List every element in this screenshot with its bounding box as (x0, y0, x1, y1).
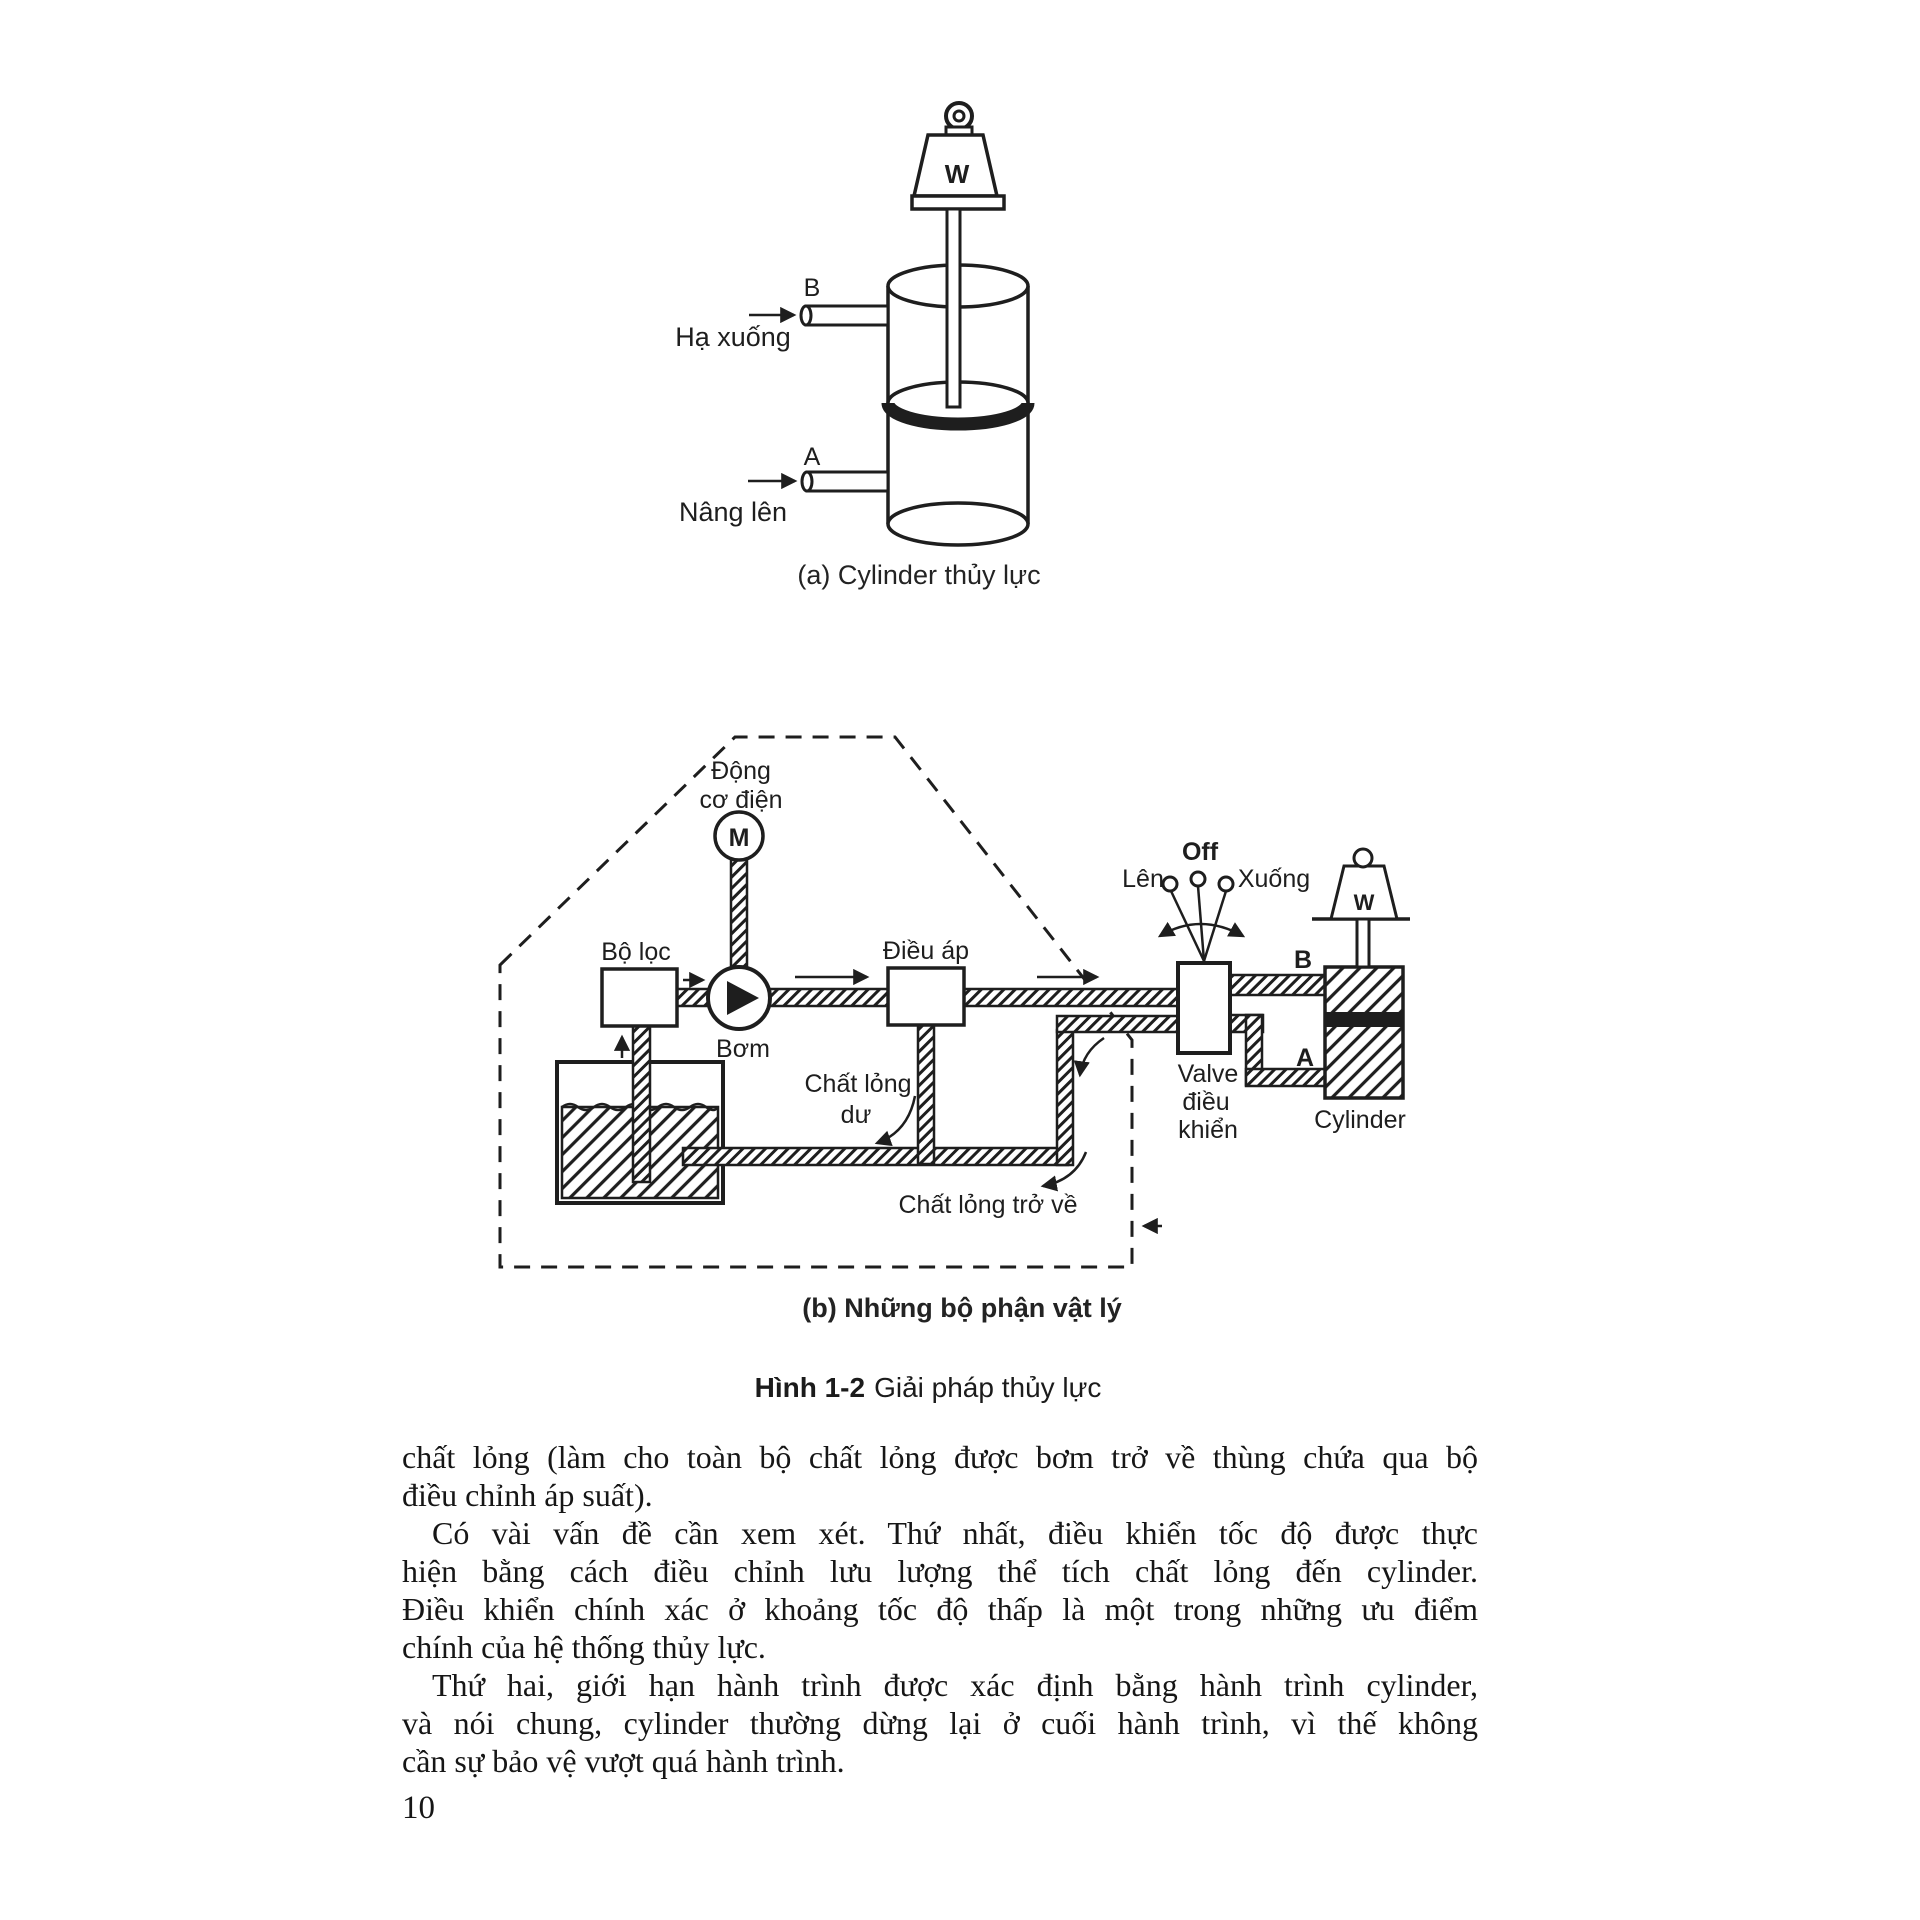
hydraulic-cylinder-diagram (640, 70, 1070, 610)
body-line: Có vài vấn đề cần xem xét. Thứ nhất, điều khiển tốc độ được thực (432, 1515, 1478, 1551)
weight-icon (912, 103, 1004, 209)
valve-label-line1: Valve (1177, 1060, 1239, 1088)
valve-return-pipe-v (1057, 1030, 1073, 1165)
caption-b: (b) Những bộ phận vật lý (802, 1293, 1122, 1323)
port-b-label: B (803, 274, 821, 302)
regulator-valve-pipe (964, 989, 1180, 1006)
pump-regulator-pipe (770, 989, 888, 1006)
lever-up-label: Lên (1122, 865, 1164, 893)
weight-label: W (1353, 890, 1375, 915)
body-line: Điều khiển chính xác ở khoảng tốc độ thấp là một trong những ưu điểm (402, 1591, 1478, 1627)
valve-label-line3: khiển (1178, 1116, 1238, 1144)
filter-label: Bộ lọc (601, 938, 671, 966)
pump (708, 967, 770, 1063)
port-a-action-label: Nâng lên (678, 497, 788, 527)
body-line: chính của hệ thống thủy lực. (402, 1629, 766, 1665)
port-b (675, 274, 888, 352)
body-line: chất lỏng (làm cho toàn bộ chất lỏng được bơm trở về thùng chứa qua bộ (402, 1439, 1478, 1475)
electric-motor (699, 757, 782, 860)
pressure-regulator (883, 937, 969, 1025)
suction-pipe (633, 1024, 650, 1182)
relief-pipe (918, 1024, 934, 1164)
figure-number: Hình 1-2 (754, 1372, 866, 1403)
caption-a: (a) Cylinder thủy lực (797, 560, 1041, 590)
rod (1357, 919, 1369, 967)
excess-fluid-label-line1: Chất lỏng (804, 1070, 912, 1098)
figure-caption (648, 1372, 1208, 1404)
figure-title: Giải pháp thủy lực (874, 1372, 1102, 1403)
port-a (679, 443, 888, 527)
motor-label-line1: Động (711, 757, 771, 785)
motor-label-line2: cơ điện (699, 786, 783, 814)
filter (601, 938, 677, 1026)
body-text (402, 1438, 1478, 1780)
cylinder-label: Cylinder (1314, 1106, 1406, 1134)
motor-symbol: M (728, 824, 750, 852)
weight-label: W (944, 159, 970, 189)
body-line: cần sự bảo vệ vượt quá hành trình. (402, 1743, 845, 1779)
port-a-label: A (803, 443, 821, 471)
port-b-label: B (1293, 946, 1313, 974)
pump-label: Bơm (716, 1035, 770, 1063)
valve-label-line2: điều (1182, 1088, 1230, 1116)
piston-rod (947, 209, 960, 407)
lever-down-label: Xuống (1237, 865, 1311, 893)
port-a-label: A (1295, 1044, 1315, 1072)
filter-pump-pipe (677, 989, 710, 1006)
page-number: 10 (402, 1790, 435, 1826)
body-line: điều chỉnh áp suất). (402, 1477, 653, 1513)
excess-fluid-label-line2: dư (840, 1101, 872, 1129)
port-b-action-label: Hạ xuống (675, 322, 791, 352)
body-line: Thứ hai, giới hạn hành trình được xác định bằng hành trình cylinder, (432, 1667, 1478, 1703)
return-pipe (683, 1148, 1068, 1165)
body-line: hiện bằng cách điều chỉnh lưu lượng thể tích chất lỏng đến cylinder. (402, 1553, 1478, 1589)
motor-shaft (731, 858, 747, 968)
cylinder-body (888, 209, 1028, 545)
regulator-label: Điều áp (882, 937, 970, 965)
lever-off-label: Off (1181, 838, 1219, 866)
piston-band (1325, 1012, 1403, 1027)
flow-arrow-icon (877, 1096, 915, 1143)
valve-return-pipe-h (1057, 1016, 1180, 1032)
body-line: và nói chung, cylinder thường dừng lại ở cuối hành trình, vì thế không (402, 1705, 1478, 1741)
hydraulic-system-diagram (480, 715, 1440, 1285)
return-fluid-label: Chất lỏng trở về (898, 1191, 1078, 1219)
flow-arrow-icon (1080, 1038, 1104, 1075)
pipe-b (1230, 975, 1325, 995)
